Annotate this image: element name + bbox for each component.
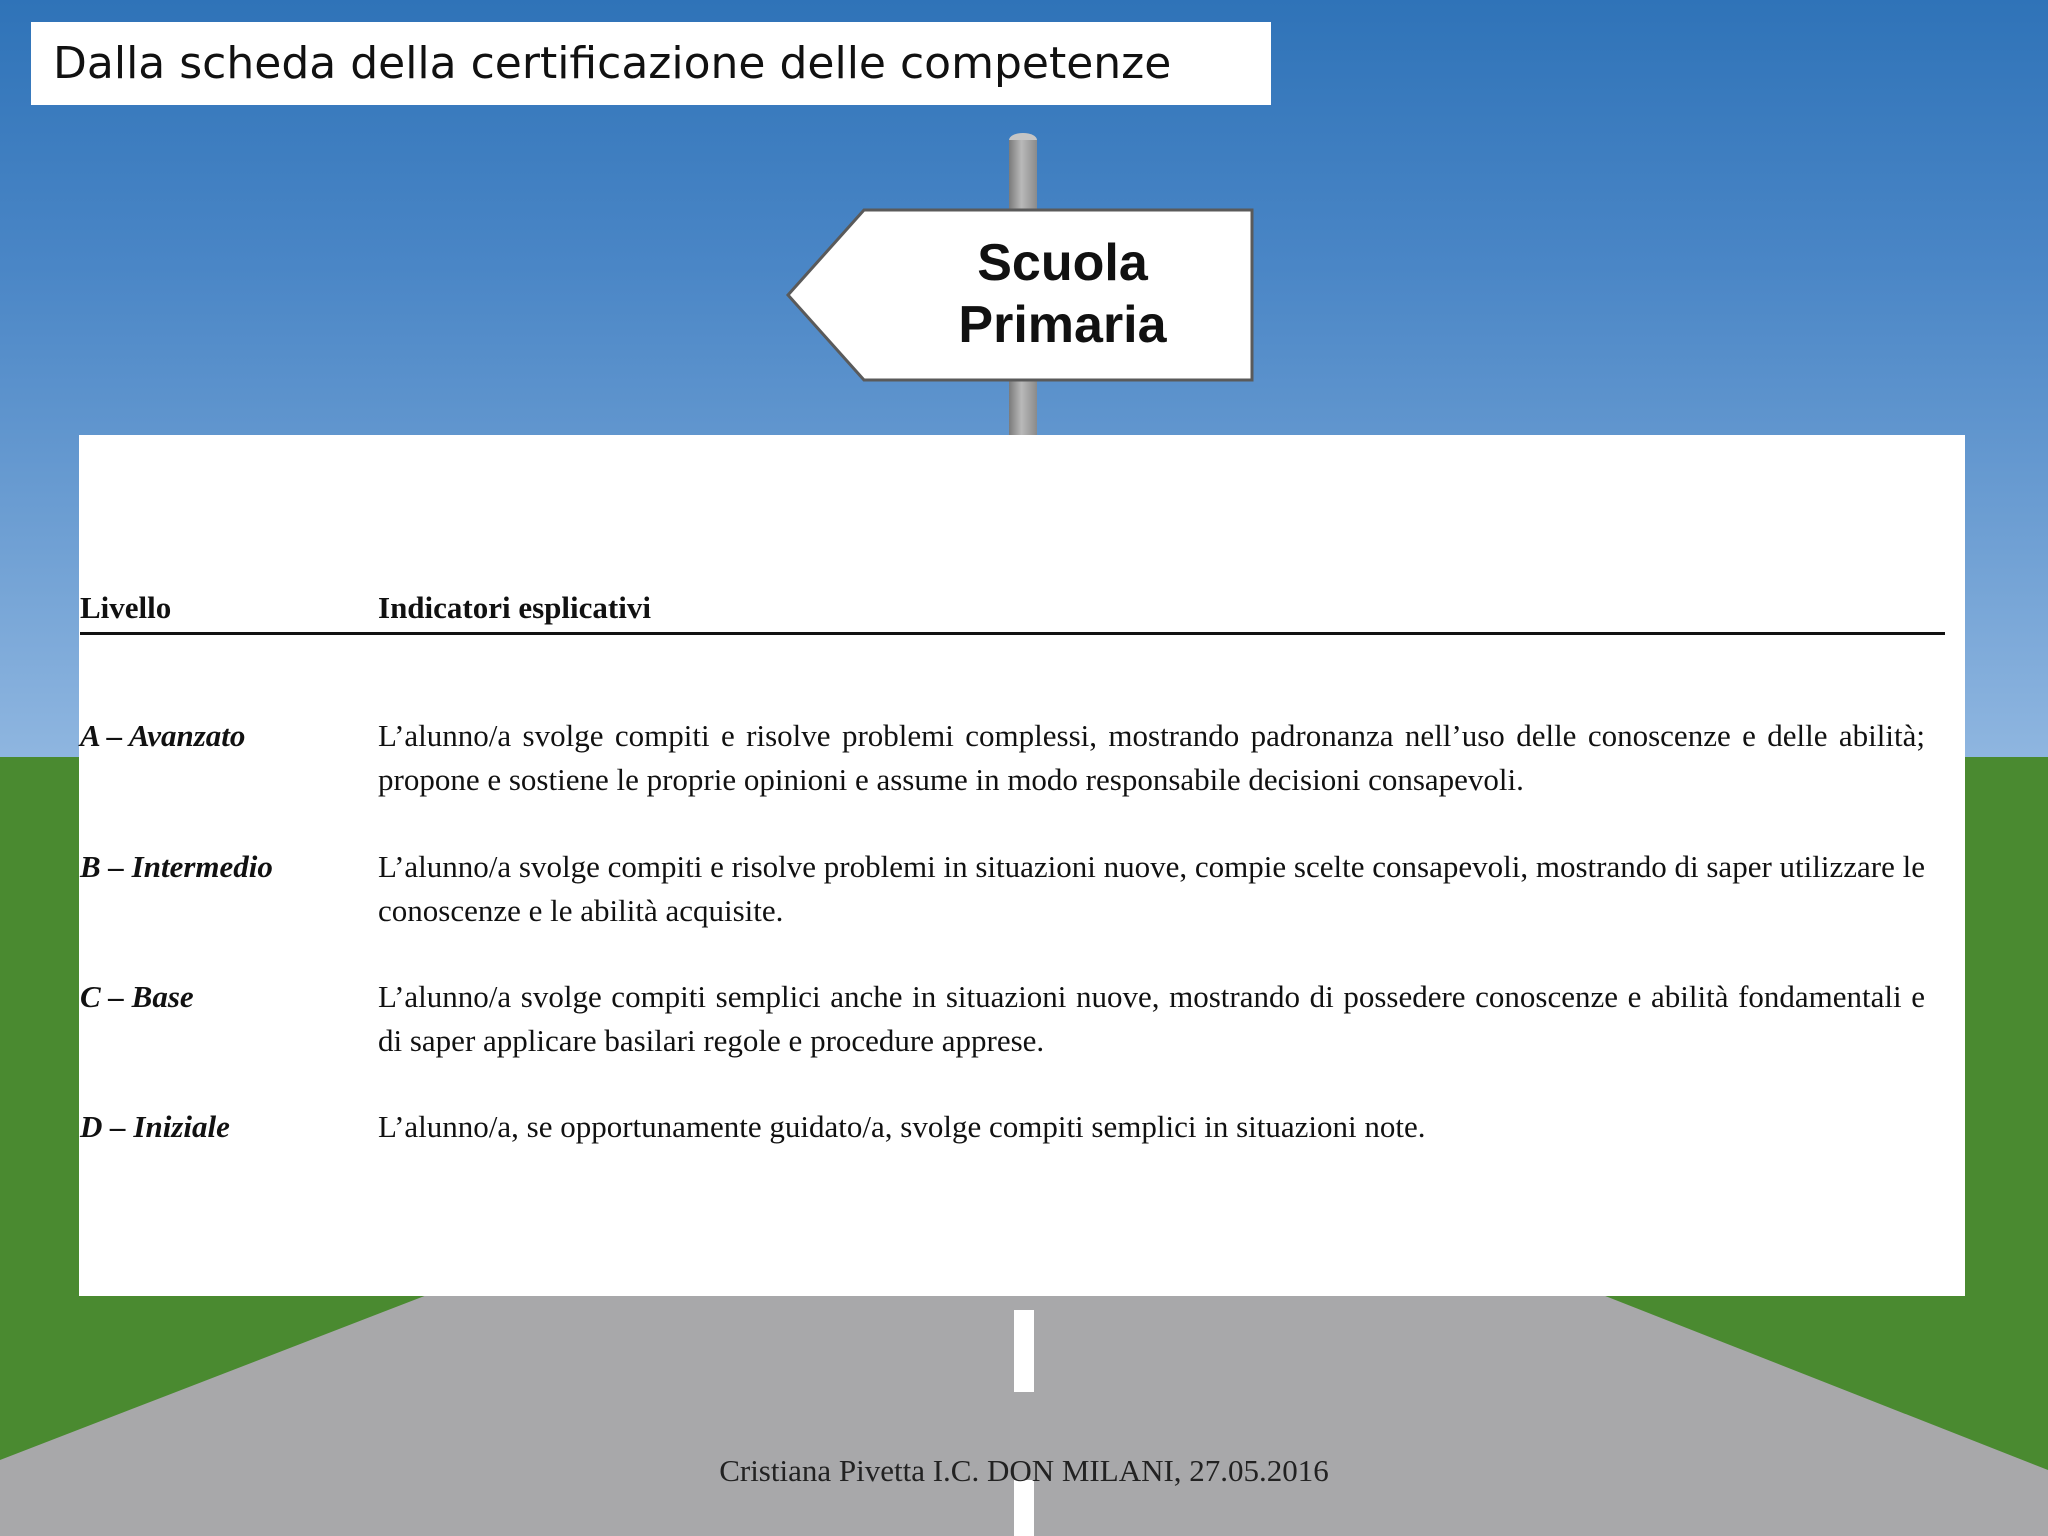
level-label: C – Base — [80, 979, 194, 1014]
header-indicators: Indicatori esplicativi — [378, 590, 651, 625]
header-level: Livello — [80, 590, 172, 625]
table-row — [80, 1105, 1945, 1149]
table-row — [80, 714, 1945, 802]
direction-sign-label — [920, 232, 1205, 356]
footer-credit: Cristiana Pivetta I.C. DON MILANI, 27.05.2016 — [719, 1453, 1329, 1488]
sign-line-1: Scuola — [977, 234, 1148, 292]
sign-line-2: Primaria — [958, 296, 1167, 354]
table-row — [80, 975, 1945, 1063]
level-label: D – Iniziale — [80, 1109, 230, 1144]
level-label: B – Intermedio — [80, 849, 273, 884]
slide-title: Dalla scheda della certificazione delle competenze — [31, 22, 1271, 105]
level-description: L’alunno/a, se opportunamente guidato/a, svolge compiti semplici in situazioni note. — [378, 1109, 1426, 1144]
level-label: A – Avanzato — [80, 718, 246, 753]
table-row — [80, 845, 1945, 933]
table-header — [80, 590, 1945, 635]
level-description: L’alunno/a svolge compiti e risolve problemi complessi, mostrando padronanza nell’uso delle conoscenze e delle abilità; propone e sostiene le proprie opinioni e assume in modo responsabile decisioni consapevoli. — [378, 718, 1925, 797]
level-description: L’alunno/a svolge compiti semplici anche in situazioni nuove, mostrando di possedere conoscenze e abilità fondamentali e di saper applicare basilari regole e procedure apprese. — [378, 979, 1925, 1058]
levels-table — [80, 590, 1945, 1144]
road-lane-marking — [1014, 1310, 1034, 1392]
level-description: L’alunno/a svolge compiti e risolve problemi in situazioni nuove, compie scelte consapevoli, mostrando di saper utilizzare le conoscenze e le abilità acquisite. — [378, 849, 1925, 928]
